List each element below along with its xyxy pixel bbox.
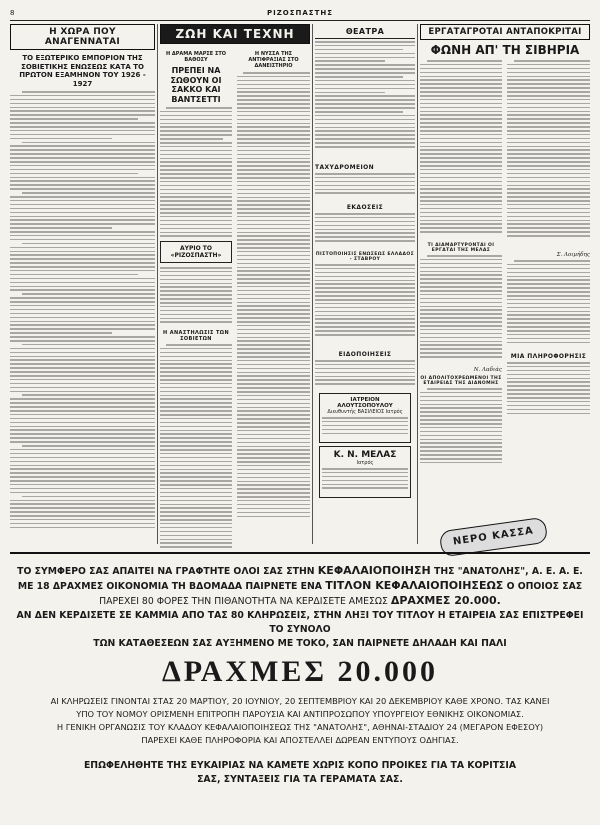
article-body	[10, 91, 155, 531]
ad-doctor-body: Ιατρός	[356, 460, 374, 466]
brand-logo: ΝΕΡΟ ΚΑΣΣΑ	[439, 517, 549, 558]
ad-clinic-title: ΙΑΤΡΕΙΟΝ ΑΛΟΥΤΣΟΠΟΥΛΟΥ	[337, 397, 393, 409]
article-body	[420, 388, 502, 468]
column-soviet-trade	[10, 24, 155, 548]
subheading-information: ΜΙΑ ΠΛΗΡΟΦΟΡΗΣΙΣ	[510, 353, 587, 360]
subheading-nyssa: Η ΝΥΣΣΑ ΤΗΣ ΑΝΤΙΦΡΑΞΙΑΣ ΣΤΟ ΔΑΝΕΙΣΤΗΡΙΟ	[248, 51, 299, 69]
subheading-soviets: Η ΑΝΑΣΤΗΛΩΣΙΣ ΤΩΝ ΣΟΒΙΕΤΩΝ	[162, 330, 230, 342]
ad-line-6: ΑΙ ΚΛΗΡΩΣΕΙΣ ΓΙΝΟΝΤΑΙ ΣΤΑΣ 20 ΜΑΡΤΙΟΥ, 20 ΙΟΥΝΙΟΥ, 20 ΣΕΠΤΕΜΒΡΙΟΥ ΚΑΙ 20 ΔΕΚΕΜΒΡΙΟΥ ΚΑΘΕ ΧΡΟΝΟ. ΤΑΣ ΚΑΝΕΙ	[50, 696, 550, 706]
article-body	[420, 60, 502, 240]
subheading-mela-workers: ΤΙ ΔΙΑΜΑΡΤΥΡΟΝΤΑΙ ΟΙ ΕΡΓΑΤΑΙ ΤΗΣ ΜΕΛΑΣ	[427, 243, 495, 253]
column-divider	[417, 24, 418, 544]
column-theatres	[315, 24, 415, 548]
section-heading: Η ΧΩΡΑ ΠΟΥ ΑΝΑΓΕΝΝΑΤΑΙ	[10, 24, 155, 50]
subheading-distribution: ΟΙ ΑΠΟΛΙΤΟΧΡΕΩΜΕΝΟΙ ΤΗΣ ΕΤΑΙΡΕΙΑΣ ΤΗΣ ΔΙΑΝΟΜΗΣ	[420, 376, 502, 386]
ad-line-4: ΑΝ ΔΕΝ ΚΕΡΔΙΣΕΤΕ ΣΕ ΚΑΜΜΙΑ ΑΠΟ ΤΑΣ 80 ΚΛΗΡΩΣΕΙΣ, ΣΤΗΝ ΛΗΞΙ ΤΟΥ ΤΙΤΛΟΥ Η ΕΤΑΙΡΕΙΑ ΣΑΣ ΕΠΙΣΤΡΕΦΕΙ ΤΟ ΣΥΝΟΛΟ	[16, 610, 584, 635]
article-title: ΤΟ ΕΞΩΤΕΡΙΚΟ ΕΜΠΟΡΙΟΝ ΤΗΣ ΣΟΒΙΕΤΙΚΗΣ ΕΝΩΣΕΩΣ ΚΑΤΑ ΤΟ ΠΡΩΤΟΝ ΕΞΑΜΗΝΟΝ ΤΟΥ 1926 - 1927	[19, 54, 146, 88]
ad-line-2: ΜΕ 18 ΔΡΑΧΜΕΣ ΟΙΚΟΝΟΜΙΑ ΤΗ ΒΔΟΜΑΔΑ ΠΑΙΡΝΕΤΕ ΕΝΑ ΤΙΤΛΟΝ ΚΕΦΑΛΑΙΟΠΟΙΗΣΕΩΣ Ο ΟΠΟΙΟΣ ΣΑΣ	[17, 579, 583, 592]
ad-line-1: ΤΟ ΣΥΜΦΕΡΟ ΣΑΣ ΑΠΑΙΤΕΙ ΝΑ ΓΡΑΦΤΗΤΕ ΟΛΟΙ ΣΑΣ ΣΤΗΝ ΚΕΦΑΛΑΙΟΠΟΙΗΣΗ ΤΗΣ "ΑΝΑΤΟΛΗΣ", Α. Ε. Α. Ε.	[17, 564, 583, 577]
ad-line-3: ΠΑΡΕΧΕΙ 80 ΦΟΡΕΣ ΤΗΝ ΠΙΘΑΝΟΤΗΤΑ ΝΑ ΚΕΡΔΙΣΕΤΕ ΑΜΕΣΩΣ ΔΡΑΧΜΕΣ 20.000.	[99, 594, 501, 607]
article-body	[237, 72, 310, 548]
ad-doctor-name: Κ. Ν. ΜΕΛΑΣ	[333, 450, 397, 460]
ad-line-10: ΕΠΩΦΕΛΗΘΗΤΕ ΤΗΣ ΕΥΚΑΙΡΙΑΣ ΝΑ ΚΑΜΕΤΕ ΧΩΡΙΣ ΚΟΠΟ ΠΡΟΙΚΕΣ ΓΙΑ ΤΑ ΚΟΡΙΤΣΙΑ	[83, 760, 517, 771]
post-body	[315, 173, 415, 201]
ad-clinic	[319, 393, 411, 443]
section-heading: ΖΩΗ ΚΑΙ ΤΕΧΝΗ	[160, 24, 310, 44]
capitalization-advertisement	[10, 552, 590, 816]
masthead	[10, 6, 590, 21]
column-worker-correspondents	[420, 24, 590, 548]
subheading-post: ΤΑΧΥΔΡΟΜΕΙΟΝ	[315, 164, 375, 171]
ad-line-5: ΤΩΝ ΚΑΤΑΘΕΣΕΩΝ ΣΑΣ ΑΥΞΗΜΕΝΟ ΜΕ ΤΟΚΟ, ΣΑΝ ΠΑΙΡΝΕΤΕ ΔΗΛΑΔΗ ΚΑΙ ΠΑΛΙ	[93, 638, 507, 649]
column-divider	[312, 24, 313, 544]
article-body	[507, 260, 590, 350]
article-body	[507, 362, 590, 422]
column-divider	[157, 24, 158, 544]
certification-body	[315, 264, 415, 348]
ad-clinic-body: Διευθυντής ΒΑΣΙΛΕΙΟΣ Ιατρός	[327, 409, 403, 415]
subheading-certification: ΠΙΣΤΟΠΟΙΗΣΙΣ ΕΝΩΣΕΩΣ ΕΛΛΑΔΟΣ - ΣΤΑΒΡΟΥ	[315, 252, 415, 262]
article-body	[160, 107, 232, 237]
prize-amount: ΔΡΑΧΜΕΣ 20.000	[162, 655, 438, 688]
ad-line-9: ΠΑΡΕΧΕΙ ΚΑΘΕ ΠΛΗΡΟΦΟΡΙΑ ΚΑΙ ΑΠΟΣΤΕΛΛΕΙ ΔΩΡΕΑΝ ΕΝΤΥΠΟΥΣ ΟΔΗΓΙΑΣ.	[141, 735, 459, 745]
article-body	[420, 255, 502, 365]
ad-doctor	[319, 446, 411, 498]
notice-box: ΑΥΡΙΟ ΤΟ «ΡΙΖΟΣΠΑΣΤΗ»	[160, 241, 232, 263]
section-theatres: ΘΕΑΤΡΑ	[315, 27, 415, 39]
ad-line-7: ΥΠΟ ΤΟΥ ΝΟΜΟΥ ΟΡΙΣΜΕΝΗ ΕΠΙΤΡΟΠΗ ΠΑΡΟΥΣΙΑ ΚΑΙ ΑΝΤΙΠΡΟΣΩΠΟΥ ΥΠΟΥΡΓΕΙΟΥ ΕΘΝΙΚΗΣ ΟΙΚΟΝΟΜΙΑΣ.	[76, 709, 524, 719]
notices-body	[315, 360, 415, 390]
column-life-and-art	[160, 24, 310, 548]
article-body	[160, 344, 232, 548]
ad-line-8: Η ΓΕΝΙΚΗ ΟΡΓΑΝΩΣΙΣ ΤΟΥ ΚΛΑΔΟΥ ΚΕΦΑΛΑΙΟΠΟΙΗΣΕΩΣ ΤΗΣ "ΑΝΑΤΟΛΗΣ", ΑΘΗΝΑΙ-ΣΤΑΔΙΟΥ 24 (ΜΕΓΑΡΟΝ ΕΦΕΣΟΥ)	[56, 722, 544, 732]
headline-sacco-vanzetti: ΠΡΕΠΕΙ ΝΑ ΣΩΘΟΥΝ ΟΙ ΣΑΚΚΟ ΚΑΙ ΒΑΝΤΣΕΤΤΙ	[170, 66, 222, 104]
theatre-listings	[315, 41, 415, 161]
signature-ladias: Ν. Λαδιάς	[473, 367, 502, 373]
subheading-publications: ΕΚΔΟΣΕΙΣ	[346, 204, 384, 211]
newspaper-name: ΡΙΖΟΣΠΑΣΤΗΣ	[266, 9, 333, 17]
page-number: 8	[10, 9, 15, 17]
section-heading: ΕΡΓΑΤΑΓΡΟΤΑΙ ΑΝΤΑΠΟΚΡΙΤΑΙ	[420, 24, 590, 40]
subheading-drama: Η ΔΡΑΜΑ ΜΑΡΣΕ ΣΤΟ ΒΑΘΟΣΥ	[165, 51, 227, 63]
headline-siberia: ΦΩΝΗ ΑΠ' ΤΗ ΣΙΒΗΡΙΑ	[430, 43, 580, 57]
signature-loimidis: Σ. Λοιμήδης	[556, 252, 590, 258]
ad-line-11: ΣΑΣ, ΣΥΝΤΑΞΕΙΣ ΓΙΑ ΤΑ ΓΕΡΑΜΑΤΑ ΣΑΣ.	[197, 774, 403, 785]
article-body	[507, 60, 590, 250]
article-body	[160, 267, 232, 327]
subheading-notices: ΕΙΔΟΠΟΙΗΣΕΙΣ	[338, 351, 392, 358]
publications-body	[315, 213, 415, 249]
